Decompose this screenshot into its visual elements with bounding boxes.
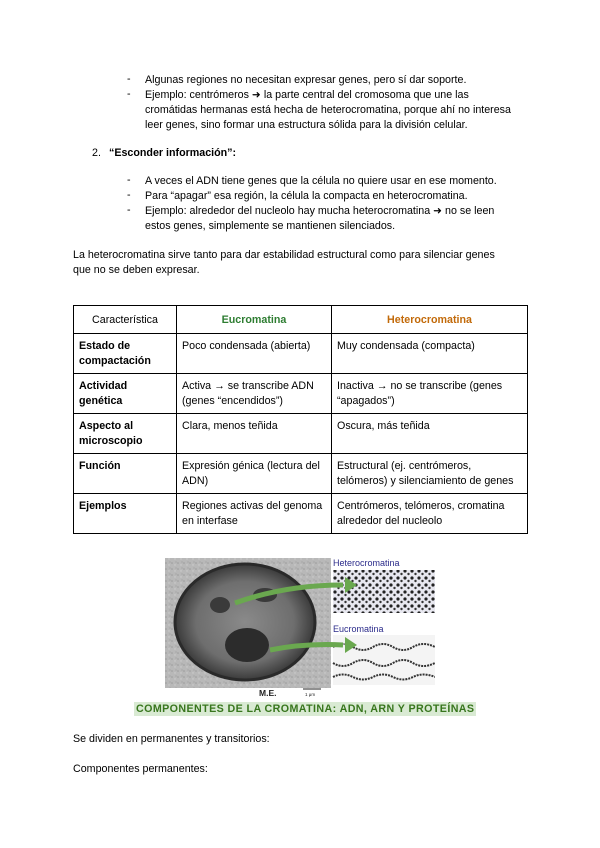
summary-line: La heterocromatina sirve tanto para dar estabilidad estructural como para silenciar genes	[73, 249, 495, 261]
nucleus	[175, 564, 315, 680]
table-cell-feature: Aspecto al microscopio	[74, 414, 177, 454]
section-title: “Esconder información”:	[109, 147, 237, 159]
header-heterochromatin: Heterocromatina	[332, 306, 528, 334]
table-cell-heterochromatin: Oscura, más teñida	[332, 414, 528, 454]
table-cell-heterochromatin: Centrómeros, telómeros, cromatina alrededor del nucleolo	[332, 494, 528, 534]
bullet-text: Para “apagar” esa región, la célula la compacta en heterocromatina.	[145, 190, 468, 202]
table-cell-euchromatin: Clara, menos teñida	[177, 414, 332, 454]
table-cell-heterochromatin: Muy condensada (compacta)	[332, 334, 528, 374]
heterochromatin-clump	[225, 628, 269, 662]
label-heterochromatin: Heterocromatina	[333, 558, 400, 568]
bullet-text-continuation: cromátidas hermanas está hecha de heterocromatina, porque ahí no interesa	[145, 104, 511, 116]
header-characteristic: Característica	[74, 306, 177, 334]
comparison-table	[73, 305, 528, 534]
table-cell-euchromatin: Activa → se transcribe ADN (genes “encendidos”)	[177, 374, 332, 414]
table-cell-heterochromatin: Inactiva → no se transcribe (genes “apagados”)	[332, 374, 528, 414]
paragraph: Se dividen en permanentes y transitorios:	[73, 733, 270, 745]
table-cell-euchromatin: Poco condensada (abierta)	[177, 334, 332, 374]
summary-line: que no se deben expresar.	[73, 264, 200, 276]
label-me: M.E.	[259, 688, 277, 697]
table-cell-feature: Actividad genética	[74, 374, 177, 414]
bullet-text-continuation: estos genes, simplemente se mantienen silenciados.	[145, 220, 396, 232]
bullet-dash: -	[127, 88, 131, 100]
table-row	[74, 374, 528, 414]
paragraph: Componentes permanentes:	[73, 763, 208, 775]
table-cell-feature: Estado de compactación	[74, 334, 177, 374]
header-euchromatin: Eucromatina	[177, 306, 332, 334]
heterochromatin-clump	[210, 597, 230, 613]
table-cell-euchromatin: Regiones activas del genoma en interfase	[177, 494, 332, 534]
section-heading-components: COMPONENTES DE LA CROMATINA: ADN, ARN Y PROTEÍNAS	[136, 703, 475, 715]
table-cell-heterochromatin: Estructural (ej. centrómeros, telómeros) y silenciamiento de genes	[332, 454, 528, 494]
bullet-text-continuation: leer genes, sino formar una estructura sólida para la división celular.	[145, 119, 468, 131]
bullet-dash: -	[127, 174, 131, 186]
table-cell-euchromatin: Expresión génica (lectura del ADN)	[177, 454, 332, 494]
chromatin-micrograph-figure	[165, 555, 435, 697]
heterochromatin-inset-pattern	[333, 570, 435, 613]
bullet-text: Ejemplo: centrómeros ➜ la parte central del cromosoma que une las	[145, 89, 469, 101]
table-row	[74, 334, 528, 374]
bullet-dash: -	[127, 189, 131, 201]
table-row	[74, 414, 528, 454]
bullet-text: Ejemplo: alrededor del nucleolo hay mucha heterocromatina ➜ no se leen	[145, 205, 495, 217]
table-header-row	[74, 306, 528, 334]
label-euchromatin: Eucromatina	[333, 624, 384, 634]
table-cell-feature: Función	[74, 454, 177, 494]
bullet-dash: -	[127, 204, 131, 216]
section-number: 2.	[92, 147, 101, 159]
scale-label: 1 μm	[305, 692, 316, 697]
bullet-dash: -	[127, 73, 131, 85]
table-row	[74, 494, 528, 534]
table-cell-feature: Ejemplos	[74, 494, 177, 534]
micrograph-svg	[165, 555, 435, 697]
bullet-text: Algunas regiones no necesitan expresar genes, pero sí dar soporte.	[145, 74, 467, 86]
bullet-text: A veces el ADN tiene genes que la célula no quiere usar en ese momento.	[145, 175, 497, 187]
table-row	[74, 454, 528, 494]
